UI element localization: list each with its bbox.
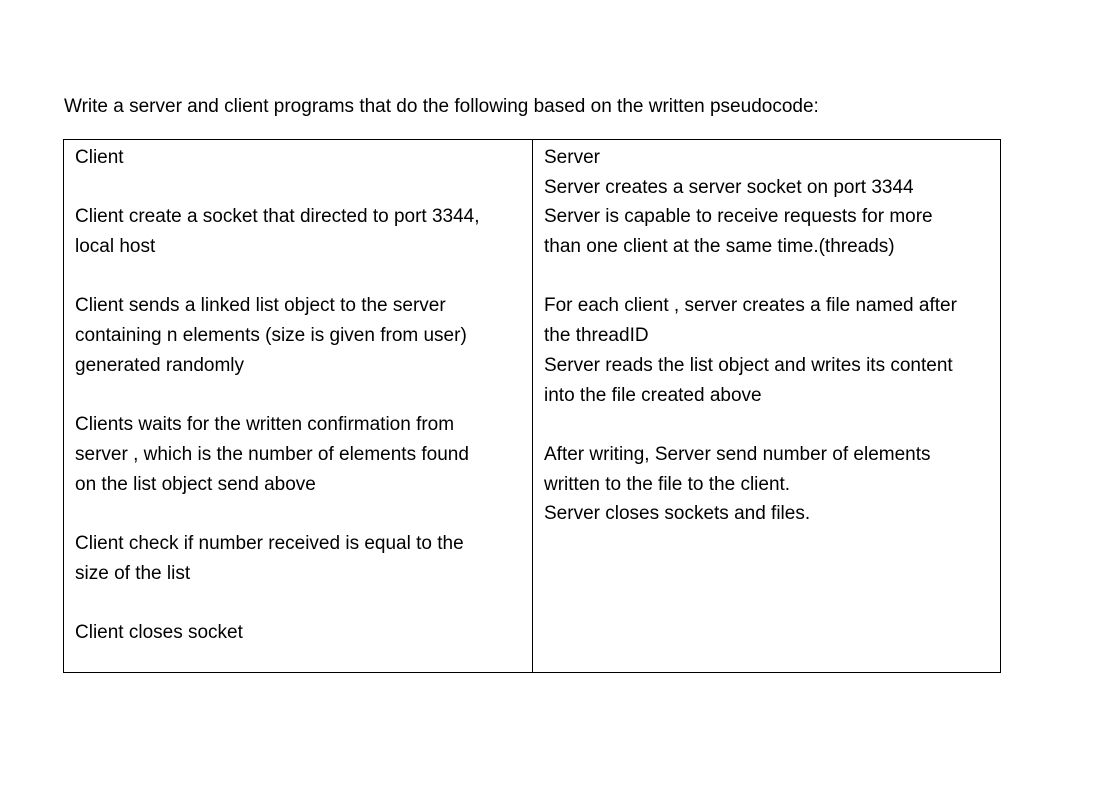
- pseudocode-table: [63, 139, 1001, 673]
- client-line: Client check if number received is equal to the: [75, 532, 464, 554]
- blank-line: [75, 499, 522, 529]
- server-line: into the file created above: [544, 384, 762, 406]
- client-line: server , which is the number of elements found: [75, 443, 469, 465]
- server-header: Server: [544, 147, 600, 168]
- client-line: containing n elements (size is given from user): [75, 325, 467, 347]
- client-line: on the list object send above: [75, 473, 316, 495]
- server-line: Server creates a server socket on port 3344: [544, 176, 914, 198]
- client-line: local host: [75, 236, 156, 258]
- blank-line: [544, 410, 990, 440]
- blank-line: [75, 381, 522, 411]
- client-line: Client closes socket: [75, 622, 243, 643]
- server-column: [533, 140, 1000, 672]
- blank-line: [75, 262, 522, 292]
- client-column: [64, 140, 533, 672]
- server-line: Server is capable to receive requests for more: [544, 206, 933, 228]
- server-line: the threadID: [544, 325, 649, 347]
- client-header: Client: [75, 147, 124, 168]
- client-line: generated randomly: [75, 354, 244, 376]
- server-line: For each client , server creates a file named after: [544, 295, 957, 317]
- blank-line: [75, 173, 522, 203]
- server-line: written to the file to the client.: [544, 473, 791, 495]
- client-line: size of the list: [75, 562, 191, 584]
- server-line: Server reads the list object and writes its content: [544, 354, 953, 376]
- blank-line: [544, 262, 990, 292]
- server-line: than one client at the same time.(threads): [544, 236, 895, 258]
- client-line: Client sends a linked list object to the server: [75, 295, 446, 317]
- client-line: Client create a socket that directed to port 3344,: [75, 206, 480, 228]
- blank-line: [75, 588, 522, 618]
- client-line: Clients waits for the written confirmation from: [75, 414, 455, 436]
- server-line: Server closes sockets and files.: [544, 503, 811, 525]
- instruction-text: Write a server and client programs that do the following based on the written pseudocode:: [64, 96, 819, 117]
- server-line: After writing, Server send number of elements: [544, 443, 931, 465]
